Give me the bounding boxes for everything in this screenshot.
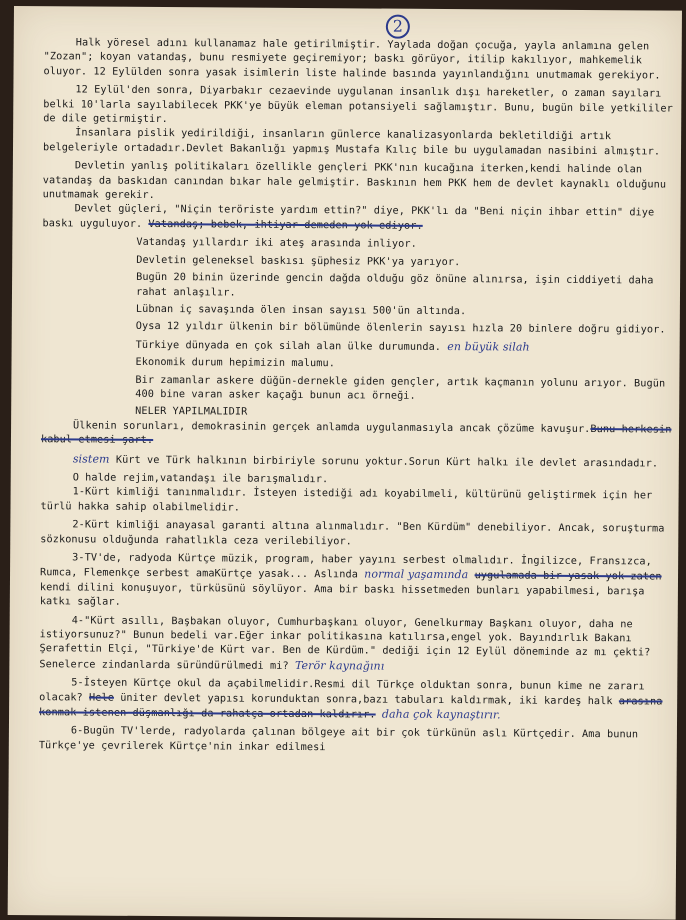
numbered-item [39, 614, 675, 677]
handwritten-note: sistem [72, 451, 110, 466]
struck-text: uygulamada bir yasak yok zaten [474, 570, 662, 583]
item-text: üniter devlet yapısı korunduktan sonra,bazı tabuları kaldırmak, iki kardeş halk [120, 692, 613, 707]
document-body [39, 36, 680, 758]
struck-text: Vatandaş; bebek, ihtiyar demeden yok ediyor. [148, 218, 423, 232]
paragraph [41, 419, 677, 452]
list-item: Ekonomik durum hepimizin malumu. [135, 356, 336, 370]
item-text: kendi dilini konuşuyor, türküsünü söylüyor. Ama bir baskı hissetmeden bunları yapabilmesi, barışa katkı sağlar. [39, 582, 645, 608]
section-heading: NELER YAPILMALIDIR [135, 406, 248, 418]
handwritten-note: normal yaşamında [364, 567, 469, 582]
paragraph-text: Ülkenin sorunları, demokrasinin gerçek anlamda uygulanmasıyla ancak çözüme kavuşur. [73, 420, 591, 435]
list-item [136, 338, 678, 357]
list-item: Devletin geleneksel baskısı şüphesiz PKK'ya yarıyor. [136, 254, 461, 268]
item-text: 3-TV'de, radyoda Kürtçe müzik, program, haber yayını serbest olmalıdır. İngilizce, Fransızca, Rumca, Flemenkçe serbest amaKürtçe yasak... Aslında [40, 552, 652, 581]
paragraph: 12 Eylül'den sonra, Diyarbakır cezaevinde uygulanan insanlık dışı hareketler, o zaman sayıları belki 10'larla sayılabilecek PKK'ye büyük eleman potansiyeli sağlamıştır. Bunu, bugün bile yetkililer de dile getirmiştir. [43, 84, 673, 126]
item-text: 5-İsteyen Kürtçe okul da açabilmelidir.Resmi dil Türkçe olduktan sonra, bunun kime ne zararı olacak? [39, 677, 645, 704]
list-item: Lübnan iç savaşında ölen insan sayısı 500'ün altında. [135, 303, 467, 318]
paragraph [42, 203, 678, 236]
struck-text: Hele [89, 692, 115, 704]
handwritten-note: daha çok kaynaştırır. [381, 707, 501, 722]
item-text: 4-"Kürt asıllı, Başbakan oluyor, Cumhurbaşkanı oluyor, Genelkurmay Başkanı oluyor, daha ne istiyorsunuz?" Bunun bedeli var.Eğer inkar politikasına katılırsa,engel yok. Bayındırlık Bakanı Şerafettin Elçi, "Türkiye'de Kürt var. Ben de Kürdüm." dediği için 12 Eylül döneminde az mı çekti?Senelerce zindanlarda süründürülmedi mi? [39, 615, 651, 672]
paragraph [41, 452, 677, 472]
paragraph: Halk yöresel adını kullanamaz hale getirilmiştir. Yaylada doğan çocuğa, yayla anlamına gelen "Zozan"; koyan vatandaş, bunu resmiyete geçiremiyor; baskı görüyor, itilip kakılıyor, mahkemelik oluyor. 12 Eylülden sonra yasak isimlerin liste halinde basında yayınlandığını unutmamak gerekiyor. [43, 37, 661, 82]
struck-text: arasına konmak istenen düşmanlığı da rahatça ortadan kaldırır. [39, 695, 663, 721]
paragraph-text: Kürt ve Türk halkının birbiriyle sorunu yoktur.Sorun Kürt halkı ile devlet arasındadır. [115, 454, 659, 470]
numbered-item: 1-Kürt kimliği tanınmalıdır. İsteyen istediği adı koyabilmeli, kültürünü geliştirmek için her türlü hakka sahip olabilmelidir. [40, 486, 653, 514]
list-item: Oysa 12 yıldır ülkenin bir bölümünde ölenlerin sayısı hızla 20 binlere doğru gidiyor. [135, 321, 666, 336]
paragraph: İnsanlara pislik yedirildiği, insanların günlerce kanalizasyonlarda bekletildiği artık belgeleriyle ortadadır.Devlet Bakanlığı yapmış Mustafa Kılıç bile bu uygulamadan nasibini almıştır. [42, 127, 661, 158]
page-number: 2 [386, 15, 410, 39]
list-item: Bir zamanlar askere düğün-dernekle giden gençler, artık kaçmanın yolunu arıyor. Bugün 400 bine varan asker kaçağı bunun acı örneği. [135, 374, 666, 402]
list-item-text: Türkiye dünyada en çok silah alan ülke durumunda. [135, 339, 442, 353]
numbered-item: 6-Bugün TV'lerde, radyolarda çalınan bölgeye ait bir çok türkünün aslı Kürtçedir. Ama bunun Türkçe'ye çevrilerek Kürtçe'nin inkar edilmesi [38, 725, 639, 754]
list-item: Vatandaş yıllardır iki ateş arasında inliyor. [136, 237, 417, 251]
paragraph: O halde rejim,vatandaşı ile barışmalıdır. [72, 472, 329, 486]
handwritten-note: Terör kaynağını [294, 658, 385, 673]
numbered-item [39, 676, 675, 725]
paragraph-text: Devlet güçleri, "Niçin teröriste yardım ettin?" diye, PKK'lı da "Beni niçin ihbar ettin" diye baskı uyguluyor. [42, 203, 655, 230]
short-statements [41, 235, 678, 423]
numbered-item: 2-Kürt kimliği anayasal garanti altına alınmalıdır. "Ben Kürdüm" denebiliyor. Ancak, soruşturma sözkonusu olduğunda rahatlıkla ceza verilebiliyor. [40, 519, 665, 547]
handwritten-note: en büyük silah [447, 339, 530, 354]
numbered-item [40, 551, 676, 614]
list-item: Bugün 20 binin üzerinde gencin dağda olduğu göz önüne alınırsa, işin ciddiyeti daha rahat anlaşılır. [135, 271, 654, 299]
struck-text: Bunu herkesin kabul etmesi şart. [40, 423, 672, 447]
paragraph: Devletin yanlış politikaları özellikle gençleri PKK'nın kucağına iterken,kendi halinde olan vatandaş da baskıdan canından bıkar hale gelmiştir. Baskının hem PKK hem de devlet kaynaklı olduğunu unutmamak gerekir. [42, 160, 667, 202]
paper-sheet [8, 6, 682, 920]
